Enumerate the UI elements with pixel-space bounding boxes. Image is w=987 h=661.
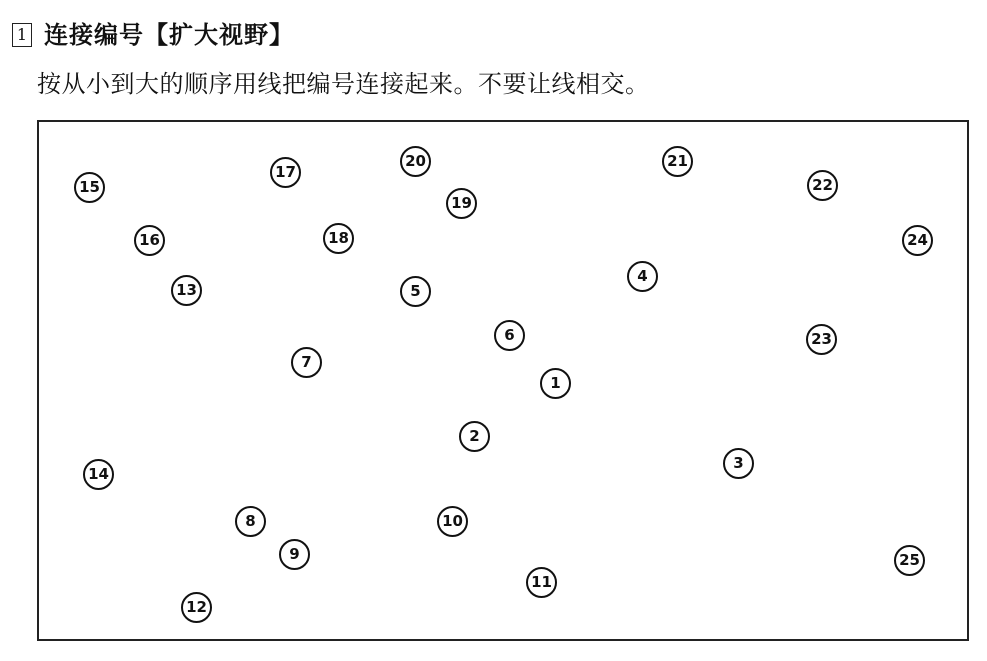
number-10[interactable] [437, 506, 468, 537]
question-title: 连接编号【扩大视野】 [44, 21, 294, 49]
number-16-label: 16 [139, 231, 160, 249]
number-17[interactable] [270, 157, 301, 188]
number-21-label: 21 [667, 152, 688, 170]
number-6[interactable] [494, 320, 525, 351]
number-3-label: 3 [733, 454, 744, 472]
number-12[interactable] [181, 592, 212, 623]
number-9[interactable] [279, 539, 310, 570]
question-number: 1 [12, 23, 32, 47]
number-22[interactable] [807, 170, 838, 201]
number-13-label: 13 [176, 281, 197, 299]
number-19-label: 19 [451, 194, 472, 212]
number-15-label: 15 [79, 178, 100, 196]
number-24-label: 24 [907, 231, 928, 249]
number-18[interactable] [323, 223, 354, 254]
number-13[interactable] [171, 275, 202, 306]
number-19[interactable] [446, 188, 477, 219]
number-23[interactable] [806, 324, 837, 355]
number-25[interactable] [894, 545, 925, 576]
number-14-label: 14 [88, 465, 109, 483]
number-17-label: 17 [275, 163, 296, 181]
number-21[interactable] [662, 146, 693, 177]
number-4-label: 4 [637, 267, 648, 285]
number-5-label: 5 [410, 282, 421, 300]
number-22-label: 22 [812, 176, 833, 194]
number-9-label: 9 [289, 545, 300, 563]
number-25-label: 25 [899, 551, 920, 569]
number-24[interactable] [902, 225, 933, 256]
instruction-text: 按从小到大的顺序用线把编号连接起来。不要让线相交。 [37, 70, 650, 98]
number-11[interactable] [526, 567, 557, 598]
number-6-label: 6 [504, 326, 515, 344]
number-10-label: 10 [442, 512, 463, 530]
number-3[interactable] [723, 448, 754, 479]
number-23-label: 23 [811, 330, 832, 348]
number-11-label: 11 [531, 573, 552, 591]
number-5[interactable] [400, 276, 431, 307]
number-14[interactable] [83, 459, 114, 490]
number-2-label: 2 [469, 427, 480, 445]
number-1-label: 1 [550, 374, 561, 392]
number-8[interactable] [235, 506, 266, 537]
number-4[interactable] [627, 261, 658, 292]
number-15[interactable] [74, 172, 105, 203]
number-1[interactable] [540, 368, 571, 399]
number-8-label: 8 [245, 512, 256, 530]
connect-dots-board [37, 120, 969, 641]
question-header [12, 18, 294, 52]
number-20-label: 20 [405, 152, 426, 170]
number-20[interactable] [400, 146, 431, 177]
number-2[interactable] [459, 421, 490, 452]
number-16[interactable] [134, 225, 165, 256]
number-7-label: 7 [301, 353, 312, 371]
number-7[interactable] [291, 347, 322, 378]
number-18-label: 18 [328, 229, 349, 247]
number-12-label: 12 [186, 598, 207, 616]
